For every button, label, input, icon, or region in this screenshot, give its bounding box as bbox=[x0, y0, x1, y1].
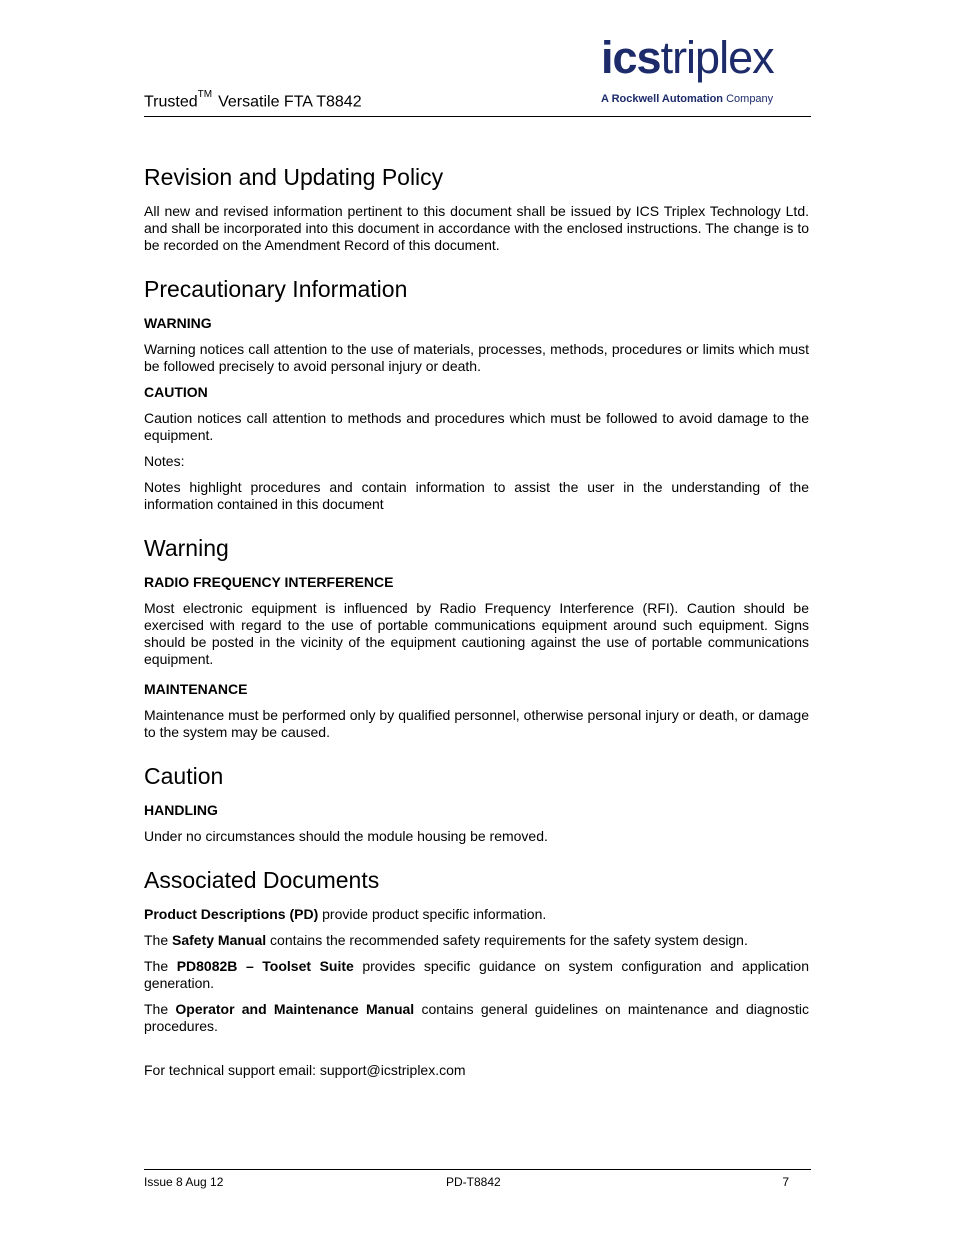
heading-revision: Revision and Updating Policy bbox=[144, 164, 444, 190]
warning-label: WARNING bbox=[144, 315, 212, 331]
section-caution bbox=[144, 762, 809, 845]
toolset-bold: PD8082B – Toolset Suite bbox=[176, 958, 354, 974]
heading-caution: Caution bbox=[144, 763, 224, 789]
trademark-mark: TM bbox=[197, 89, 213, 100]
heading-precautionary: Precautionary Information bbox=[144, 276, 408, 302]
safety-manual-description bbox=[144, 932, 809, 949]
logo-tagline bbox=[601, 93, 773, 105]
section-revision bbox=[144, 163, 809, 254]
notes-text: Notes highlight procedures and contain information to assist the user in the understanding of the information contained in this document bbox=[144, 479, 809, 512]
document-title bbox=[144, 89, 362, 111]
pd-rest: provide product specific information. bbox=[318, 906, 547, 922]
heading-warning: Warning bbox=[144, 535, 229, 561]
revision-text: All new and revised information pertinent to this document shall be issued by ICS Triplex Technology Ltd. and shall be incorporated into this document in accordance with the enclosed instructions. The change is to be recorded on the Amendment Record of this document. bbox=[144, 203, 809, 253]
footer-issue: Issue 8 Aug 12 bbox=[144, 1175, 224, 1189]
safety-rest: contains the recommended safety requirements for the safety system design. bbox=[266, 932, 748, 948]
handling-label: HANDLING bbox=[144, 802, 218, 818]
section-associated-documents bbox=[144, 866, 809, 1035]
section-precautionary bbox=[144, 275, 809, 513]
section-warning bbox=[144, 534, 809, 741]
ics-triplex-logo bbox=[599, 32, 811, 110]
product-name: Trusted bbox=[144, 93, 198, 111]
toolset-pre: The bbox=[144, 958, 177, 974]
page-header bbox=[144, 32, 811, 117]
logo-tagline-rest: Company bbox=[726, 93, 774, 105]
document-body bbox=[144, 163, 809, 1056]
maintenance-text: Maintenance must be performed only by qualified personnel, otherwise personal injury or death, or damage to the system may be caused. bbox=[144, 707, 809, 740]
heading-associated-documents: Associated Documents bbox=[144, 867, 380, 893]
operator-bold: Operator and Maintenance Manual bbox=[175, 1001, 415, 1017]
toolset-description bbox=[144, 958, 809, 992]
rfi-text: Most electronic equipment is influenced by Radio Frequency Interference (RFI). Caution should be exercised with regard to the use of portable communications equipment around such equipment. Signs should be posted in the vicinity of the equipment cautioning against the use of portable communications equipment. bbox=[144, 600, 809, 667]
caution-label: CAUTION bbox=[144, 384, 208, 400]
handling-text: Under no circumstances should the module housing be removed. bbox=[144, 828, 548, 844]
footer-page-number: 7 bbox=[782, 1175, 789, 1189]
warning-text: Warning notices call attention to the use of materials, processes, methods, procedures or limits which must be followed precisely to avoid personal injury or death. bbox=[144, 341, 809, 374]
operator-manual-description bbox=[144, 1001, 809, 1035]
safety-pre: The bbox=[144, 932, 173, 948]
logo-wordmark bbox=[601, 32, 774, 84]
safety-bold: Safety Manual bbox=[172, 932, 267, 948]
footer-doc-id: PD-T8842 bbox=[446, 1175, 501, 1189]
logo-bold-text: ics bbox=[601, 32, 661, 83]
page-footer bbox=[144, 1169, 811, 1189]
rfi-label: RADIO FREQUENCY INTERFERENCE bbox=[144, 574, 394, 590]
logo-light-text: triplex bbox=[660, 32, 774, 83]
toolset-rest: provides specific guidance on system configuration and application generation. bbox=[144, 958, 809, 991]
support-contact: For technical support email: support@icstriplex.com bbox=[144, 1062, 466, 1078]
operator-pre: The bbox=[144, 1001, 176, 1017]
logo-tagline-bold: A Rockwell Automation bbox=[601, 93, 724, 105]
notes-label: Notes: bbox=[144, 453, 185, 469]
caution-text: Caution notices call attention to methods and procedures which must be followed to avoid damage to the equipment. bbox=[144, 410, 809, 443]
pd-bold: Product Descriptions (PD) bbox=[144, 906, 319, 922]
operator-rest: contains general guidelines on maintenance and diagnostic procedures. bbox=[144, 1001, 810, 1034]
product-suffix: Versatile FTA T8842 bbox=[218, 93, 362, 111]
maintenance-label: MAINTENANCE bbox=[144, 681, 248, 697]
pd-description bbox=[144, 906, 809, 923]
